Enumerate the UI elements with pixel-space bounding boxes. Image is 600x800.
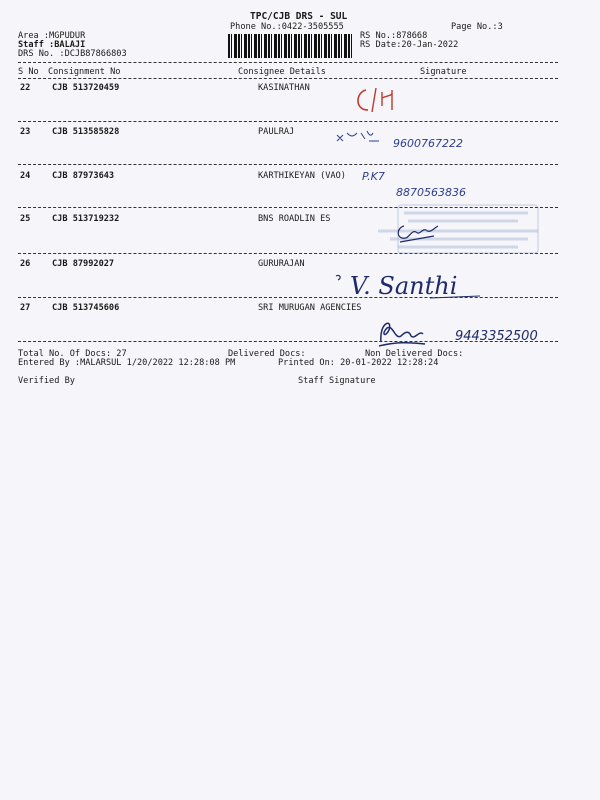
row-divider: [18, 164, 558, 165]
entered-by: Entered By :MALARSUL 1/20/2022 12:28:08 PM: [18, 358, 236, 368]
row-sno: 27: [20, 303, 31, 313]
col-sno: S No: [18, 67, 39, 77]
delivered-docs: Delivered Docs:: [228, 349, 306, 359]
signature-row-24: [360, 166, 510, 202]
row-consignee: SRI MURUGAN AGENCIES: [258, 303, 362, 313]
row-consignee: KASINATHAN: [258, 83, 310, 93]
rs-date: RS Date:20-Jan-2022: [360, 40, 459, 50]
row-consignment: CJB 513719232: [52, 214, 120, 224]
svg-text:8870563836: 8870563836: [396, 186, 466, 199]
staff-signature: Staff Signature: [298, 376, 376, 386]
barcode: [228, 34, 352, 58]
signature-row-23: [335, 127, 525, 153]
row-consignee: BNS ROADLIN ES: [258, 214, 331, 224]
row-divider: [18, 121, 558, 122]
row-consignment: CJB 513745606: [52, 303, 120, 313]
row-consignment: CJB 87992027: [52, 259, 115, 269]
row-sno: 22: [20, 83, 31, 93]
row-sno: 26: [20, 259, 31, 269]
verified-by: Verified By: [18, 376, 75, 386]
staff-field: Staff :BALAJI: [18, 40, 86, 50]
row-consignee: KARTHIKEYAN (VAO): [258, 171, 346, 181]
non-delivered-docs: Non Delivered Docs:: [365, 349, 464, 359]
row-sno: 25: [20, 214, 31, 224]
printed-on: Printed On: 20-01-2022 12:28:24: [278, 358, 439, 368]
row-consignment: CJB 513585828: [52, 127, 120, 137]
area-field: Area :MGPUDUR: [18, 31, 86, 41]
row-consignee: GURURAJAN: [258, 259, 305, 269]
col-consignment: Consignment No: [48, 67, 121, 77]
svg-text:V. Santhi: V. Santhi: [350, 272, 458, 300]
svg-text:9443352500: 9443352500: [455, 329, 538, 344]
svg-text:9600767222: 9600767222: [393, 137, 463, 150]
row-consignee: PAULRAJ: [258, 127, 295, 137]
rs-number: RS No.:878668: [360, 31, 428, 41]
col-signature: Signature: [420, 67, 467, 77]
total-docs: Total No. Of Docs: 27: [18, 349, 127, 359]
row-consignment: CJB 513720459: [52, 83, 120, 93]
col-consignee: Consignee Details: [238, 67, 326, 77]
row-sno: 24: [20, 171, 31, 181]
phone-number: Phone No.:0422-3505555: [230, 22, 344, 32]
document-title: TPC/CJB DRS - SUL: [250, 11, 348, 22]
signature-row-22: [352, 84, 412, 116]
drs-number: DRS No. :DCJB87866803: [18, 49, 127, 59]
divider: [18, 78, 558, 79]
row-sno: 23: [20, 127, 31, 137]
row-consignment: CJB 87973643: [52, 171, 115, 181]
divider: [18, 62, 558, 63]
signature-row-25: [394, 220, 444, 244]
page-number: Page No.:3: [451, 22, 503, 32]
signature-row-26: [330, 266, 490, 306]
svg-text:P.K7: P.K7: [362, 170, 385, 183]
